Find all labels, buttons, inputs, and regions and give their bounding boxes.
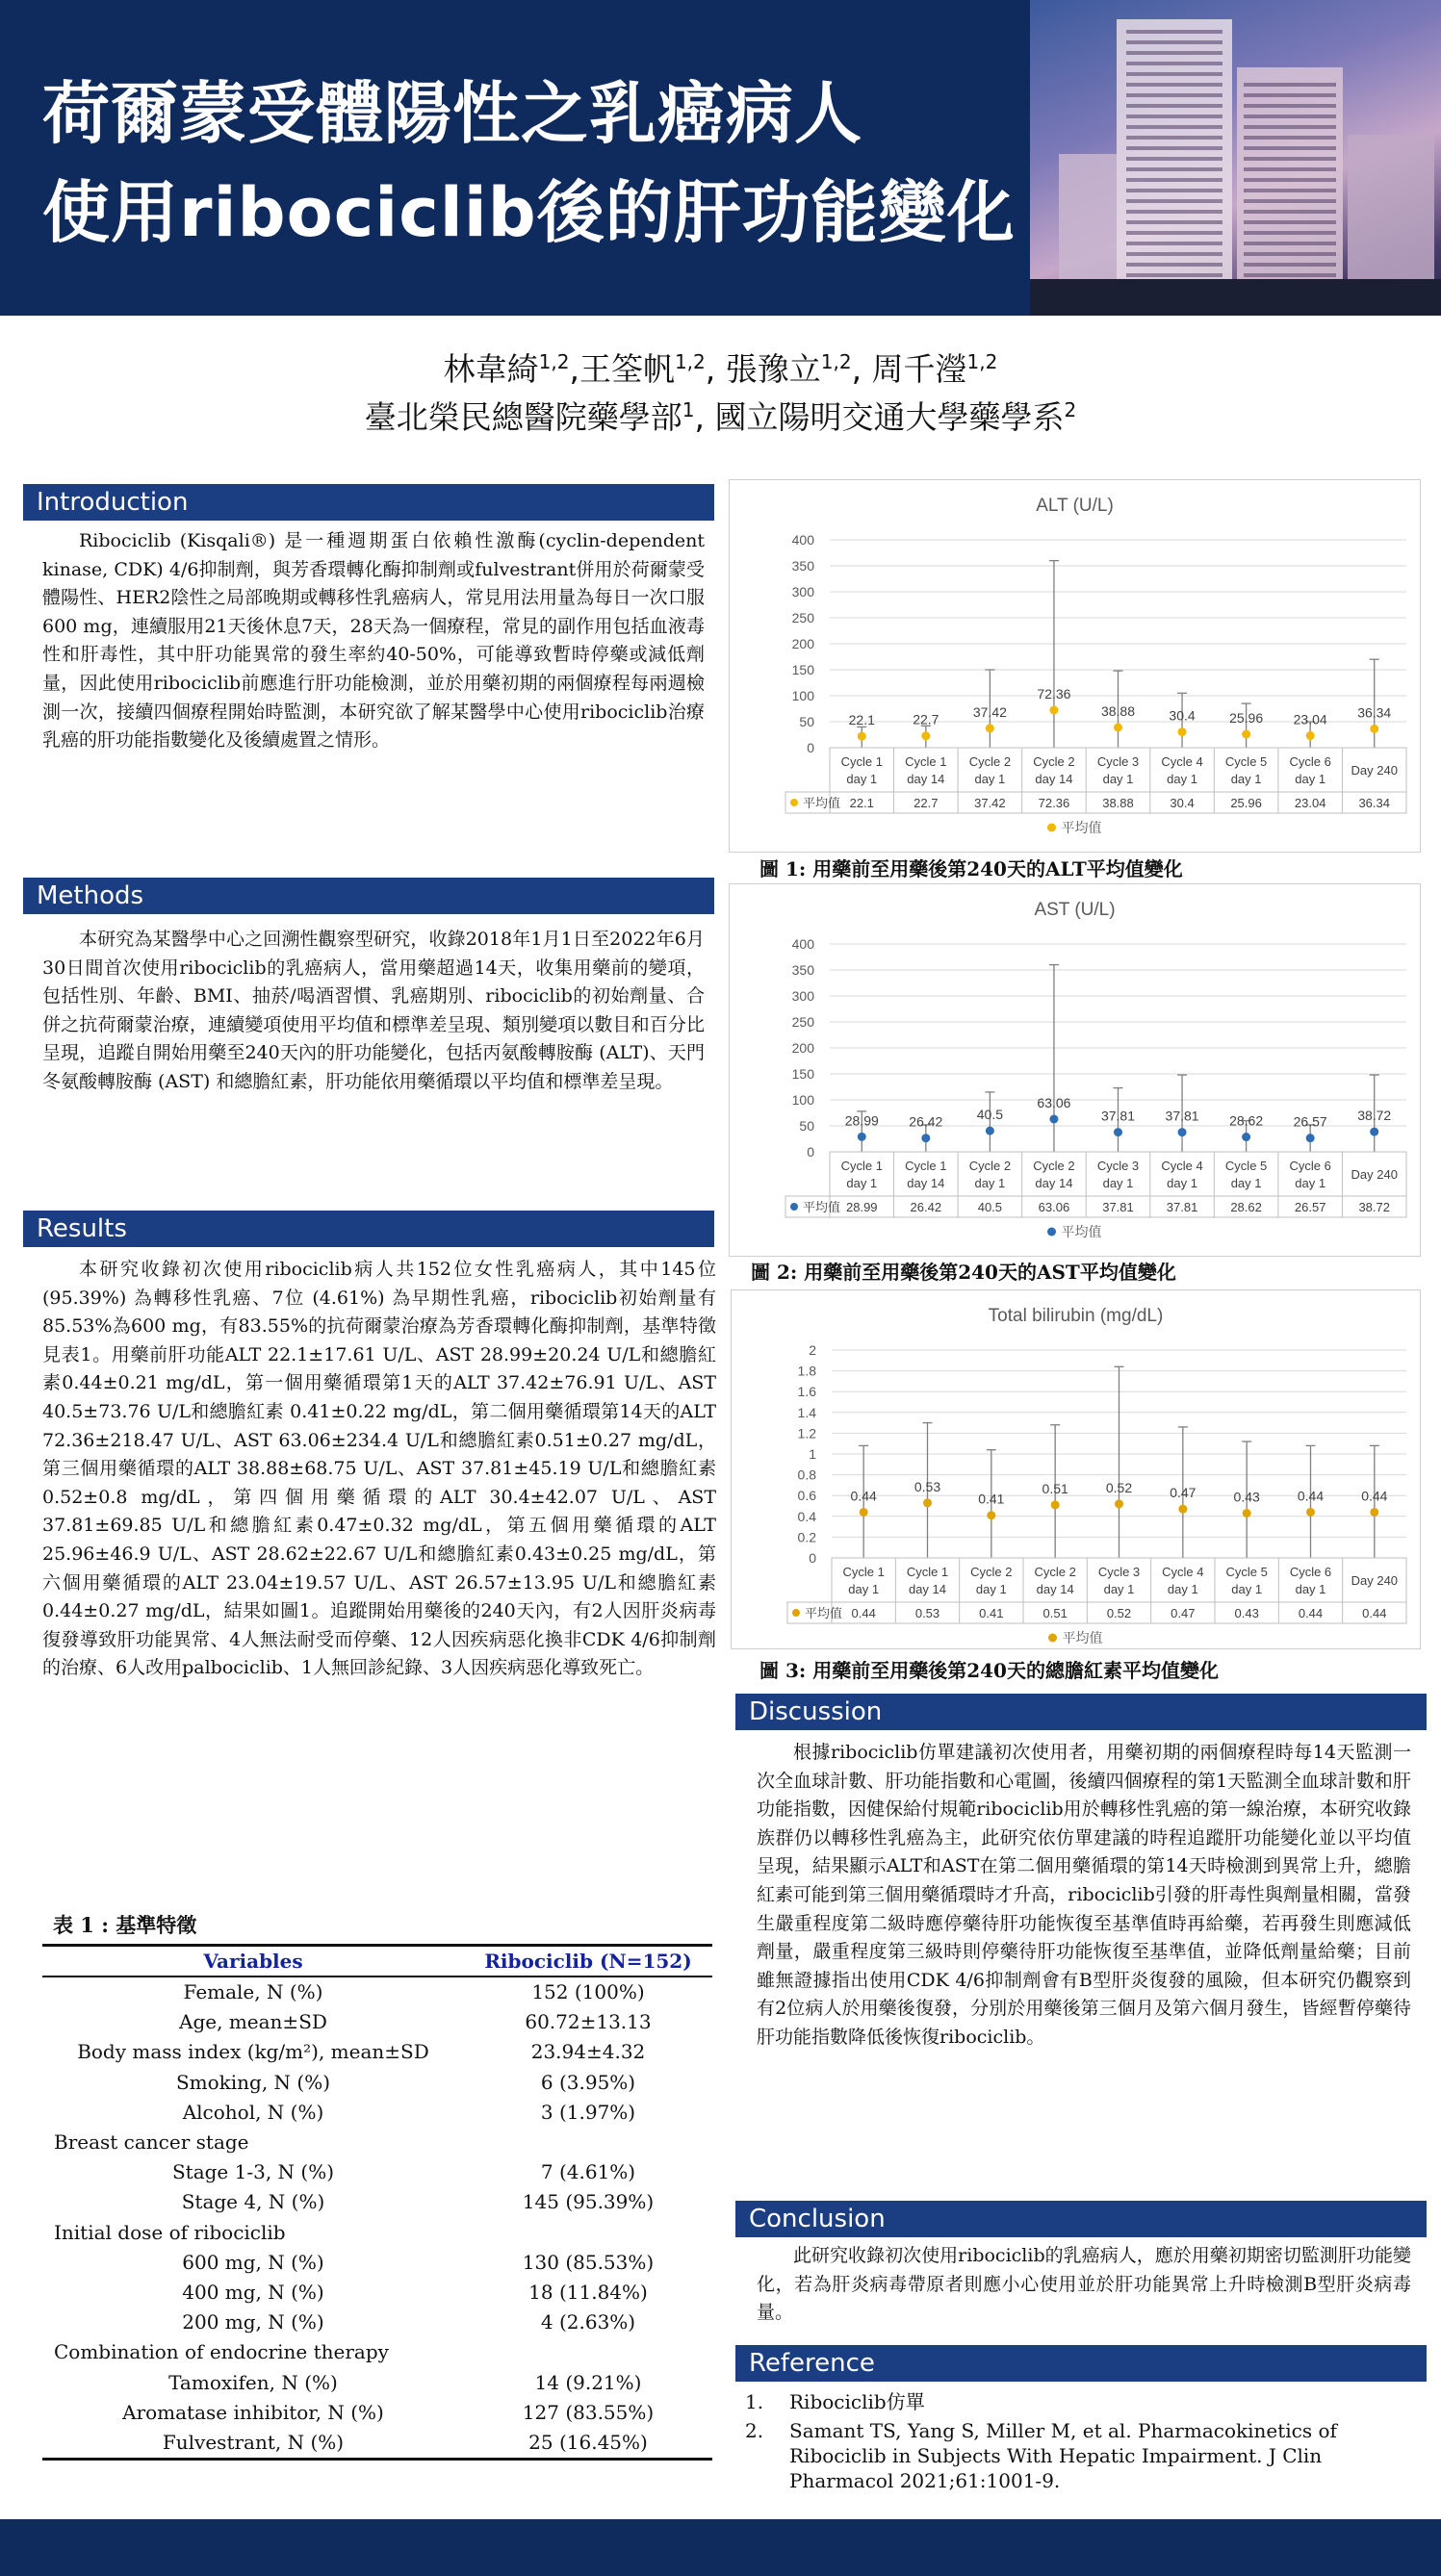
hospital-building-photo xyxy=(1030,0,1441,316)
y-tick-label: 100 xyxy=(791,688,814,703)
data-label: 22.1 xyxy=(848,712,875,728)
category-label: day 14 xyxy=(907,1176,945,1190)
table-cell-value: 4 (2.63%) xyxy=(540,2310,636,2334)
affiliation-sup: 1,2 xyxy=(820,350,852,373)
table-series-name: 平均值 xyxy=(803,1200,841,1214)
table-value: 0.47 xyxy=(1171,1606,1196,1620)
introduction-text xyxy=(42,527,705,755)
affiliation-sup: 1,2 xyxy=(966,350,998,373)
data-point xyxy=(1306,1134,1315,1142)
data-label: 30.4 xyxy=(1169,707,1196,724)
introduction-paragraph: Ribociclib (Kisqali®) 是一種週期蛋白依賴性激酶(cyclin-dependent kinase, CDK) 4/6抑制劑，與芳香環轉化酶抑制劑或fulvestrant併用於荷爾蒙受體陽性、HER2陰性之局部晚期或轉移性乳癌病人，常見用法用量為每日一次口服600 mg，連續服用21天後休息7天，28天為一個療程，常見的副作用包括血液毒性和肝毒性，其中肝功能異常的發生率約40-50%，可能導致暫時停藥或減低劑量，因此使用ribociclib前應進行肝功能檢測，並於用藥初期的兩個療程每兩週檢測一次，接續四個療程開始時監測，本研究欲了解某醫學中心使用ribociclib治療乳癌的肝功能指數變化及後續處置之情形。 xyxy=(42,530,705,752)
table-row xyxy=(42,2007,712,2037)
affiliation-list: 臺北榮民總醫院藥學部$^1$, 國立陽明交通大學藥學系$^2$ xyxy=(364,398,1077,436)
data-point xyxy=(858,1133,866,1141)
category-label: Cycle 4 xyxy=(1161,754,1203,769)
table-cell-value: 14 (9.21%) xyxy=(534,2370,642,2394)
category-label: Day 240 xyxy=(1351,763,1398,778)
category-label: Cycle 4 xyxy=(1161,1159,1203,1173)
category-label: day 14 xyxy=(908,1582,947,1596)
category-label: day 1 xyxy=(1102,772,1134,786)
y-tick-label: 2 xyxy=(809,1342,816,1358)
table-cell-variable: Aromatase inhibitor, N (%) xyxy=(122,2400,384,2424)
table-group-row xyxy=(42,2218,712,2248)
y-tick-label: 150 xyxy=(791,662,814,677)
reference-number: 2. xyxy=(745,2419,764,2442)
results-paragraph: 本研究收錄初次使用ribociclib病人共152位女性乳癌病人，其中145位 (95.39%) 為轉移性乳癌、7位 (4.61%) 為早期性乳癌，ribociclib初始劑量有85.53%為600 mg，有83.55%的抗荷爾蒙治療為芳香環轉化酶抑制劑，基準特徵見表1。用藥前肝功能ALT 22.1±17.61 U/L、AST 28.99±20.24 U/L和總膽紅素0.44±0.21 mg/dL，第一個用藥循環第1天的ALT 37.42±76.91 U/L、AST 40.5±73.76 U/L和總膽紅素 0.41±0.22 mg/dL，第二個用藥循環第14天的ALT 72.36±218.47 U/L、AST 63.06±234.4 U/L和總膽紅素0.51±0.27 mg/dL，第三個用藥循環的ALT 38.88±68.75 U/L、AST 37.81±45.19 U/L和總膽紅素0.52±0.8 mg/dL，第四個用藥循環的ALT 30.4±42.07 U/L、AST 37.81±69.85 U/L和總膽紅素0.47±0.32 mg/dL，第五個用藥循環的ALT 25.96±46.9 U/L、AST 28.62±22.67 U/L和總膽紅素0.43±0.25 mg/dL，第六個用藥循環的ALT 23.04±19.57 U/L、AST 26.57±13.95 U/L和總膽紅素0.44±0.27 mg/dL，結果如圖1。追蹤開始用藥後的240天內，有2人因肝炎病毒復發導致肝功能異常、4人無法耐受而停藥、12人因疾病惡化換非CDK 4/6抑制劑的治療、6人改用palbociclib、1人無回診紀錄、3人因疾病惡化導致死亡。 xyxy=(42,1259,716,1679)
category-label: Cycle 4 xyxy=(1162,1565,1204,1579)
category-label: day 1 xyxy=(1103,1582,1135,1596)
discussion-paragraph: 根據ribociclib仿單建議初次使用者，用藥初期的兩個療程時每14天監測一次全血球計數、肝功能指數和心電圖，後續四個療程的第1天監測全血球計數和肝功能指數，因健保給付規範ribociclib用於轉移性乳癌的第一線治療，本研究收錄族群仍以轉移性乳癌為主，此研究依仿單建議的時程追蹤肝功能變化並以平均值呈現，結果顯示ALT和AST在第二個用藥循環的第14天時檢測到異常上升，總膽紅素可能到第三個用藥循環時才升高，ribociclib引發的肝毒性與劑量相關，當發生嚴重程度第二級時應停藥待肝功能恢復至基準值時再給藥，若再發生則應減低劑量，嚴重程度第三級時則停藥待肝功能恢復至基準值，並降低劑量給藥；目前雖無證據指出使用CDK 4/6抑制劑會有B型肝炎復發的風險，但本研究仍觀察到有2位病人於用藥後復發，分別於用藥後第三個月及第六個月發生，皆經暫停藥待肝功能指數降低後恢復ribociclib。 xyxy=(757,1742,1411,2048)
data-label: 38.72 xyxy=(1357,1108,1392,1124)
affiliation-sup: 1,2 xyxy=(538,350,570,373)
y-tick-label: 1 xyxy=(809,1446,816,1462)
data-point xyxy=(1051,1500,1060,1509)
methods-heading: Methods xyxy=(23,878,714,914)
table-value: 22.1 xyxy=(849,796,874,810)
table-row xyxy=(42,2248,712,2278)
y-tick-label: 400 xyxy=(791,936,814,952)
reference-item xyxy=(741,2418,1415,2493)
y-tick-label: 1.2 xyxy=(797,1425,816,1441)
institution: 臺北榮民總醫院藥學部 xyxy=(364,398,682,436)
footer-bar xyxy=(0,2519,1441,2576)
data-label: 0.53 xyxy=(913,1478,941,1494)
table-value: 25.96 xyxy=(1230,796,1262,810)
y-tick-label: 200 xyxy=(791,1040,814,1056)
table-caption: 表 1 : 基準特徵 xyxy=(53,1913,197,1937)
author-name: 張豫立 xyxy=(725,350,821,388)
table-row xyxy=(42,2368,712,2398)
data-label: 37.42 xyxy=(972,703,1007,720)
y-tick-label: 250 xyxy=(791,610,814,625)
table-cell-value: 130 (85.53%) xyxy=(522,2250,655,2274)
author-name: 林韋綺 xyxy=(443,350,539,388)
table-cell-variable: 400 mg, N (%) xyxy=(182,2281,324,2305)
affiliation-sup: 2 xyxy=(1064,398,1077,421)
category-label: Cycle 5 xyxy=(1224,1159,1268,1173)
data-point xyxy=(1242,1133,1250,1141)
table-value: 0.44 xyxy=(1298,1606,1324,1620)
table-series-name: 平均值 xyxy=(803,796,841,810)
category-label: Cycle 1 xyxy=(906,1565,949,1579)
category-label: Cycle 3 xyxy=(1097,1565,1141,1579)
alt-chart xyxy=(729,479,1421,853)
table-header-row xyxy=(42,1946,712,1977)
data-label: 0.44 xyxy=(850,1488,877,1504)
legend-marker xyxy=(1047,824,1056,832)
y-tick-label: 350 xyxy=(791,962,814,978)
legend-marker xyxy=(1047,1228,1056,1237)
table-cell-value: 145 (95.39%) xyxy=(522,2190,655,2214)
data-label: 28.62 xyxy=(1229,1112,1264,1129)
y-tick-label: 300 xyxy=(791,988,814,1004)
data-point xyxy=(921,731,930,740)
y-tick-label: 0.2 xyxy=(797,1529,816,1545)
discussion-heading: Discussion xyxy=(735,1694,1427,1730)
table-cell-value: 23.94±4.32 xyxy=(530,2040,646,2064)
y-tick-label: 300 xyxy=(791,584,814,599)
table-value: 63.06 xyxy=(1038,1200,1070,1214)
category-label: Cycle 2 xyxy=(968,1159,1012,1173)
data-point xyxy=(860,1508,868,1517)
category-label: day 1 xyxy=(974,772,1006,786)
legend-label: 平均值 xyxy=(1062,1630,1103,1645)
table-value: 37.42 xyxy=(974,796,1006,810)
affiliation-sup: 1,2 xyxy=(674,350,706,373)
category-label: Cycle 2 xyxy=(1034,1565,1076,1579)
table-value: 0.51 xyxy=(1042,1606,1068,1620)
table-legend-marker xyxy=(790,799,798,806)
y-tick-label: 50 xyxy=(799,1118,814,1134)
category-label: Cycle 5 xyxy=(1224,754,1268,769)
table-value: 37.81 xyxy=(1166,1200,1198,1214)
table-cell-variable: Fulvestrant, N (%) xyxy=(42,2428,464,2460)
table-value: 0.44 xyxy=(1362,1606,1387,1620)
category-label: Cycle 1 xyxy=(905,1159,947,1173)
table-group-row xyxy=(42,2337,712,2367)
table-row xyxy=(42,2308,712,2337)
table-cell-variable: Smoking, N (%) xyxy=(175,2070,331,2094)
table-value: 22.7 xyxy=(913,796,939,810)
data-point xyxy=(1370,1508,1378,1517)
data-label: 22.7 xyxy=(913,711,939,727)
table-cell-value: 7 (4.61%) xyxy=(540,2160,636,2184)
table-cell-value: 6 (3.95%) xyxy=(540,2070,636,2094)
data-point xyxy=(986,1127,994,1135)
table-cell-value: 152 (100%) xyxy=(531,1980,645,2003)
data-label: 0.44 xyxy=(1297,1488,1325,1504)
institution: 國立陽明交通大學藥學系 xyxy=(714,398,1065,436)
table-value: 36.34 xyxy=(1358,796,1390,810)
table-cell-variable: 200 mg, N (%) xyxy=(182,2310,324,2334)
data-point xyxy=(1049,1114,1058,1123)
table-value: 38.72 xyxy=(1358,1200,1390,1214)
data-point xyxy=(987,1511,995,1519)
category-label: day 14 xyxy=(1036,1582,1074,1596)
table-value: 0.52 xyxy=(1106,1606,1132,1620)
table-cell-variable: Initial dose of ribociclib xyxy=(54,2220,286,2244)
table-cell-value: 60.72±13.13 xyxy=(525,2010,652,2034)
table-cell-value: 18 (11.84%) xyxy=(528,2281,648,2305)
data-label: 0.41 xyxy=(978,1491,1005,1507)
table-row xyxy=(42,2157,712,2187)
table-group-row xyxy=(42,2128,712,2157)
data-point xyxy=(1114,1128,1122,1136)
data-label: 26.42 xyxy=(909,1113,943,1130)
data-point xyxy=(1178,1128,1187,1136)
data-label: 0.52 xyxy=(1105,1479,1133,1495)
table-cell-value xyxy=(464,2128,712,2157)
chart-title: AST (U/L) xyxy=(1034,900,1116,920)
table-header-variables: Variables xyxy=(42,1946,464,1977)
data-point xyxy=(1370,725,1378,733)
category-label: Cycle 1 xyxy=(905,754,947,769)
y-tick-label: 0 xyxy=(809,1550,816,1566)
y-tick-label: 350 xyxy=(791,558,814,574)
category-label: day 1 xyxy=(846,1176,878,1190)
table-cell-value: 25 (16.45%) xyxy=(464,2428,712,2460)
y-tick-label: 0.8 xyxy=(797,1467,816,1483)
table-cell-variable: Female, N (%) xyxy=(183,1980,323,2003)
table-value: 30.4 xyxy=(1170,796,1195,810)
y-tick-label: 0 xyxy=(807,1144,814,1160)
table-cell-variable: Age, mean±SD xyxy=(179,2010,327,2034)
category-label: day 1 xyxy=(1295,1176,1326,1190)
category-label: Cycle 2 xyxy=(968,754,1012,769)
data-point xyxy=(1178,1505,1187,1514)
data-label: 0.43 xyxy=(1233,1489,1260,1505)
data-label: 23.04 xyxy=(1293,711,1327,727)
data-point xyxy=(1370,1128,1378,1136)
discussion-text xyxy=(757,1739,1411,2053)
y-tick-label: 0.6 xyxy=(797,1488,816,1504)
data-point xyxy=(923,1498,932,1507)
category-label: Cycle 3 xyxy=(1096,754,1140,769)
table-cell-value xyxy=(464,2218,712,2248)
table-value: 0.44 xyxy=(851,1606,876,1620)
category-label: Cycle 1 xyxy=(842,1565,885,1579)
y-tick-label: 100 xyxy=(791,1092,814,1108)
category-label: day 1 xyxy=(846,772,878,786)
results-text xyxy=(42,1256,716,1683)
reference-text: Samant TS, Yang S, Miller M, et al. Pharmacokinetics of Ribociclib in Subjects With Hepatic Impairment. J Clin Pharmacol 2021;61:1001-9. xyxy=(789,2419,1337,2492)
poster-title-line-1: 荷爾蒙受體陽性之乳癌病人 xyxy=(42,74,862,153)
data-point xyxy=(1242,729,1250,738)
table-row xyxy=(42,2098,712,2128)
data-point xyxy=(1115,1499,1123,1508)
bilirubin-chart xyxy=(731,1289,1421,1649)
category-label: Cycle 6 xyxy=(1289,1565,1332,1579)
data-label: 0.51 xyxy=(1042,1480,1068,1496)
conclusion-paragraph: 此研究收錄初次使用ribociclib的乳癌病人，應於用藥初期密切監測肝功能變化，若為肝炎病毒帶原者則應小心使用並於肝功能異常上升時檢測B型肝炎病毒量。 xyxy=(757,2245,1411,2324)
table-cell-variable: Stage 1-3, N (%) xyxy=(171,2160,335,2184)
table-value: 37.81 xyxy=(1102,1200,1134,1214)
table-value: 38.88 xyxy=(1102,796,1134,810)
category-label: day 1 xyxy=(1295,1582,1326,1596)
data-label: 36.34 xyxy=(1357,704,1392,721)
author-name: 周千瀅 xyxy=(871,350,967,388)
category-label: Cycle 3 xyxy=(1096,1159,1140,1173)
data-point xyxy=(1306,1508,1315,1517)
conclusion-text xyxy=(757,2242,1411,2328)
reference-list xyxy=(741,2389,1415,2497)
category-label: day 1 xyxy=(974,1176,1006,1190)
table-value: 28.62 xyxy=(1230,1200,1262,1214)
table-value: 28.99 xyxy=(846,1200,878,1214)
table-cell-variable: 600 mg, N (%) xyxy=(182,2250,324,2274)
category-label: day 1 xyxy=(1167,1176,1197,1190)
table-row xyxy=(42,1977,712,2007)
reference-text: Ribociclib仿單 xyxy=(789,2390,925,2413)
category-label: day 1 xyxy=(1230,772,1262,786)
ast-chart xyxy=(729,883,1421,1257)
category-label: Cycle 6 xyxy=(1289,1159,1331,1173)
data-label: 0.47 xyxy=(1170,1485,1197,1501)
table-cell-variable: Stage 4, N (%) xyxy=(181,2190,325,2214)
category-label: Day 240 xyxy=(1351,1167,1398,1182)
data-point xyxy=(1178,727,1187,736)
table-row xyxy=(42,2428,712,2460)
category-label: Cycle 6 xyxy=(1289,754,1331,769)
table-value: 26.57 xyxy=(1294,1200,1326,1214)
table-cell-variable: Combination of endocrine therapy xyxy=(54,2340,389,2364)
category-label: day 1 xyxy=(975,1582,1007,1596)
table-cell-value: 127 (83.55%) xyxy=(522,2400,655,2424)
category-label: day 14 xyxy=(907,772,945,786)
data-label: 37.81 xyxy=(1100,1108,1136,1124)
poster-title-line-2: 使用ribociclib後的肝功能變化 xyxy=(42,173,1016,252)
table-cell-value: 3 (1.97%) xyxy=(540,2100,636,2124)
y-tick-label: 0 xyxy=(807,740,814,755)
data-label: 63.06 xyxy=(1037,1094,1071,1110)
methods-paragraph: 本研究為某醫學中心之回溯性觀察型研究，收錄2018年1月1日至2022年6月30日間首次使用ribociclib的乳癌病人，當用藥超過14天，收集用藥前的變項，包括性別、年齡、BMI、抽菸/喝酒習慣、乳癌期別、ribociclib的初始劑量、合併之抗荷爾蒙治療，連續變項使用平均值和標準差呈現、類別變項以數目和百分比呈現，追蹤自開始用藥至240天內的肝功能變化，包括丙氨酸轉胺酶 (ALT)、天門冬氨酸轉胺酶 (AST) 和總膽紅素，肝功能依用藥循環以平均值和標準差呈現。 xyxy=(42,929,705,1092)
reference-heading: Reference xyxy=(735,2345,1427,2382)
conclusion-heading: Conclusion xyxy=(735,2201,1427,2237)
category-label: day 1 xyxy=(1231,1582,1263,1596)
y-tick-label: 1.4 xyxy=(797,1404,816,1420)
category-label: Cycle 2 xyxy=(1033,754,1075,769)
table-row xyxy=(42,2187,712,2217)
data-point xyxy=(986,724,994,732)
table-value: 23.04 xyxy=(1294,796,1326,810)
y-tick-label: 200 xyxy=(791,636,814,651)
data-point xyxy=(1243,1509,1251,1518)
data-label: 26.57 xyxy=(1293,1113,1327,1130)
reference-number: 1. xyxy=(745,2390,764,2413)
figure-3-caption: 圖 3: 用藥前至用藥後第240天的總膽紅素平均值變化 xyxy=(759,1659,1219,1682)
category-label: day 1 xyxy=(1167,772,1197,786)
y-tick-label: 0.4 xyxy=(797,1508,816,1524)
data-point xyxy=(1114,724,1122,732)
data-point xyxy=(1049,705,1058,714)
figure-1-caption: 圖 1: 用藥前至用藥後第240天的ALT平均值變化 xyxy=(759,857,1183,880)
table-row xyxy=(42,2068,712,2098)
legend-marker xyxy=(1048,1634,1057,1643)
table-row xyxy=(42,2278,712,2308)
methods-text xyxy=(42,926,705,1097)
table-legend-marker xyxy=(792,1609,800,1617)
y-tick-label: 50 xyxy=(799,714,814,729)
header-banner xyxy=(0,0,1441,316)
table-legend-marker xyxy=(790,1203,798,1211)
table-value: 0.53 xyxy=(914,1606,940,1620)
category-label: day 1 xyxy=(1295,772,1326,786)
table-value: 40.5 xyxy=(977,1200,1003,1214)
table-value: 0.43 xyxy=(1234,1606,1259,1620)
affiliation-sup: 1 xyxy=(682,398,695,421)
author-name: 王筌帆 xyxy=(579,350,675,388)
table-value: 0.41 xyxy=(979,1606,1004,1620)
table-series-name: 平均值 xyxy=(805,1606,843,1620)
data-label: 40.5 xyxy=(976,1107,1004,1123)
table-header-ribociclib: Ribociclib (N=152) xyxy=(464,1946,712,1977)
data-label: 38.88 xyxy=(1100,703,1136,720)
chart-title: Total bilirubin (mg/dL) xyxy=(988,1306,1164,1326)
introduction-heading: Introduction xyxy=(23,484,714,521)
results-heading: Results xyxy=(23,1211,714,1247)
data-label: 0.44 xyxy=(1361,1488,1388,1504)
category-label: Cycle 2 xyxy=(970,1565,1013,1579)
y-tick-label: 1.8 xyxy=(797,1363,816,1379)
data-label: 25.96 xyxy=(1229,709,1264,726)
legend-label: 平均值 xyxy=(1061,1224,1102,1239)
category-label: Cycle 1 xyxy=(840,1159,883,1173)
data-label: 28.99 xyxy=(844,1112,879,1129)
category-label: day 1 xyxy=(1102,1176,1134,1190)
y-tick-label: 150 xyxy=(791,1066,814,1082)
baseline-characteristics-table xyxy=(42,1944,712,2461)
table-cell-variable: Breast cancer stage xyxy=(54,2130,249,2155)
category-label: day 1 xyxy=(1230,1176,1262,1190)
table-cell-variable: Tamoxifen, N (%) xyxy=(168,2370,338,2394)
data-point xyxy=(921,1134,930,1142)
figure-2-caption: 圖 2: 用藥前至用藥後第240天的AST平均值變化 xyxy=(751,1261,1176,1284)
category-label: day 14 xyxy=(1035,772,1073,786)
category-label: day 1 xyxy=(1167,1582,1198,1596)
table-cell-value xyxy=(464,2337,712,2367)
chart-title: ALT (U/L) xyxy=(1036,496,1114,516)
table-value: 72.36 xyxy=(1038,796,1070,810)
y-tick-label: 250 xyxy=(791,1014,814,1030)
table-cell-variable: Alcohol, N (%) xyxy=(182,2100,324,2124)
data-point xyxy=(858,732,866,741)
category-label: Cycle 1 xyxy=(840,754,883,769)
y-tick-label: 400 xyxy=(791,532,814,548)
author-list: 林韋綺$^{1,2}$,王筌帆$^{1,2}$, 張豫立$^{1,2}$, 周千瀅$^{1,2}$ xyxy=(443,350,998,388)
category-label: Day 240 xyxy=(1351,1573,1399,1588)
y-tick-label: 1.6 xyxy=(797,1384,816,1400)
table-row xyxy=(42,2398,712,2428)
category-label: Cycle 2 xyxy=(1033,1159,1075,1173)
table-row xyxy=(42,2037,712,2067)
data-point xyxy=(1306,731,1315,740)
data-label: 37.81 xyxy=(1165,1108,1199,1124)
reference-item xyxy=(741,2389,1415,2414)
data-label: 72.36 xyxy=(1037,685,1071,701)
legend-label: 平均值 xyxy=(1061,820,1102,835)
category-label: Cycle 5 xyxy=(1225,1565,1268,1579)
table-value: 26.42 xyxy=(910,1200,942,1214)
category-label: day 1 xyxy=(848,1582,880,1596)
category-label: day 14 xyxy=(1035,1176,1073,1190)
table-cell-variable: Body mass index (kg/m²), mean±SD xyxy=(77,2040,429,2064)
